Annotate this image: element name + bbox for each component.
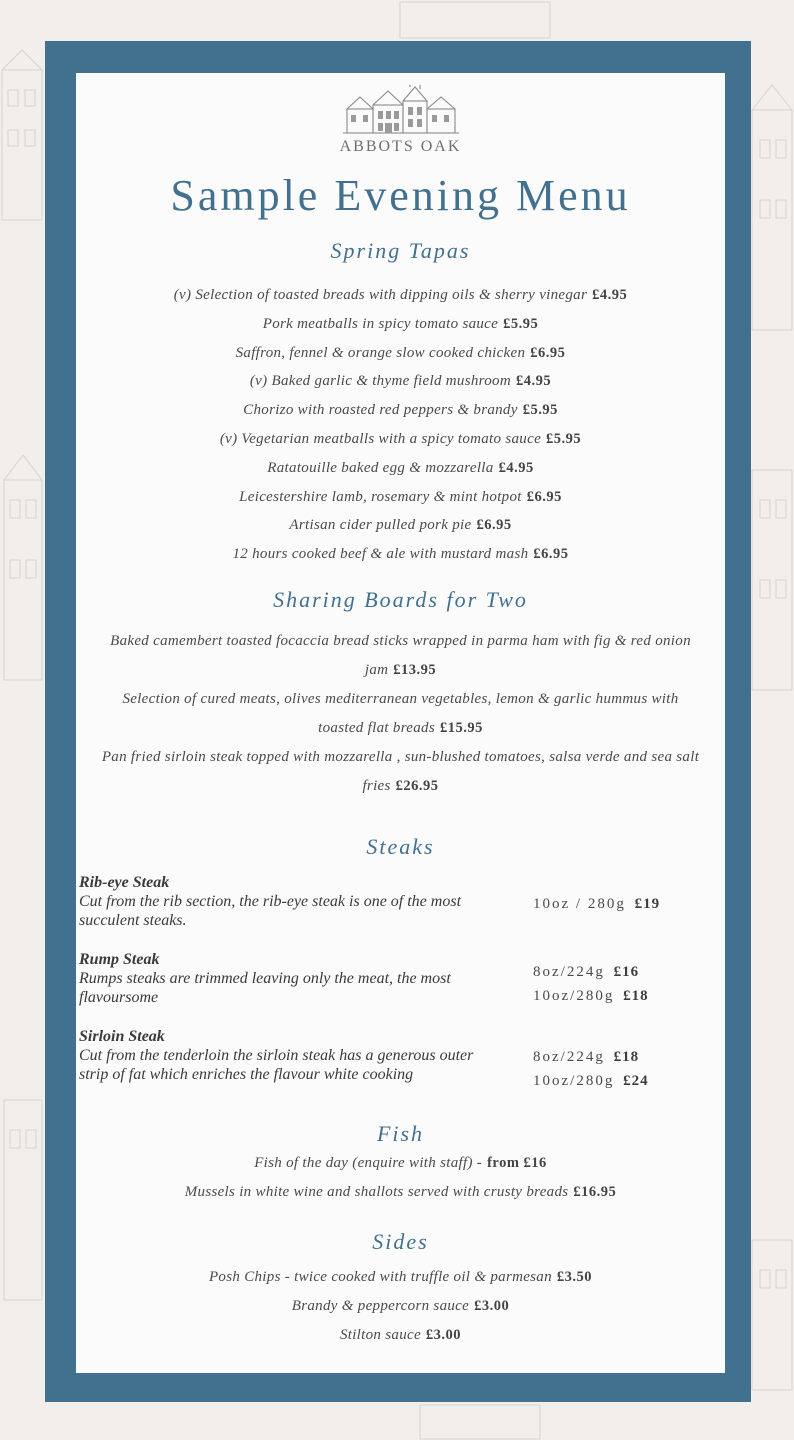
list-item <box>98 627 703 685</box>
item-price: £5.95 <box>503 315 539 332</box>
sides-list <box>76 1263 725 1349</box>
item-text: Leicestershire lamb, rosemary & mint hotpot <box>239 488 522 505</box>
steak-price-rib-eye <box>533 892 713 916</box>
item-text: Saffron, fennel & orange slow cooked chicken <box>235 344 526 361</box>
steak-item-rump <box>79 950 479 1007</box>
section-title-spring-tapas: Spring Tapas <box>330 238 471 263</box>
list-item <box>76 1263 725 1292</box>
item-price: £4.95 <box>515 373 552 390</box>
list-item <box>76 483 725 512</box>
item-text: Selection of cured meats, olives mediterranean vegetables, lemon & garlic hummus with toasted flat breads <box>122 691 679 736</box>
item-text: 12 hours cooked beef & ale with mustard mash <box>232 546 529 563</box>
list-item <box>98 685 703 743</box>
item-text: Ratatouille baked egg & mozzarella <box>267 459 494 476</box>
price-value: £19 <box>634 896 661 912</box>
list-item <box>76 310 725 339</box>
item-text: Pork meatballs in spicy tomato sauce <box>262 315 499 332</box>
list-item <box>76 339 725 368</box>
item-price: £13.95 <box>393 662 437 678</box>
steak-name: Sirloin Steak <box>79 1028 165 1045</box>
section-title-steaks: Steaks <box>366 834 435 859</box>
item-text: Baked camembert toasted focaccia bread sticks wrapped in parma ham with fig & red onion jam <box>110 633 691 678</box>
steak-description: Cut from the rib section, the rib-eye steak is one of the most succulent steaks. <box>79 893 462 929</box>
list-item <box>76 1292 725 1321</box>
manor-house-icon <box>339 85 463 137</box>
spring-tapas-list <box>76 281 725 569</box>
price-value: £18 <box>623 988 649 1004</box>
steak-item-sirloin <box>79 1027 479 1084</box>
list-item <box>98 743 703 801</box>
price-row <box>533 984 713 1008</box>
price-size: 10oz / 280g <box>533 896 626 912</box>
list-item <box>76 454 725 483</box>
item-price: £6.95 <box>533 546 569 563</box>
steak-price-sirloin <box>533 1045 713 1093</box>
item-price: £15.95 <box>439 720 483 736</box>
steak-description: Cut from the tenderloin the sirloin steak has a generous outer strip of fat which enriches the flavour white cooking <box>79 1047 474 1083</box>
list-item <box>76 1321 725 1350</box>
fish-list <box>76 1149 725 1207</box>
item-price: £6.95 <box>476 517 512 534</box>
steak-name: Rump Steak <box>79 951 160 968</box>
item-price: £6.95 <box>526 488 562 505</box>
item-text: Stilton sauce <box>339 1326 421 1343</box>
item-price: £3.50 <box>556 1269 593 1285</box>
item-text: (v) Selection of toasted breads with dipping oils & sherry vinegar <box>173 287 588 303</box>
item-price: £4.95 <box>592 287 628 303</box>
item-text: Pan fried sirloin steak topped with mozzarella , sun-blushed tomatoes, salsa verde and sea salt fries <box>101 749 700 794</box>
section-title-fish: Fish <box>376 1121 425 1146</box>
item-price: £4.95 <box>498 459 534 476</box>
item-price: £16.95 <box>573 1183 617 1200</box>
list-item <box>76 425 725 454</box>
item-text: Brandy & peppercorn sauce <box>291 1297 470 1314</box>
item-text: Posh Chips - twice cooked with truffle oil & parmesan <box>208 1269 552 1285</box>
price-value: £16 <box>613 964 640 980</box>
price-row <box>533 960 713 984</box>
item-text: Mussels in white wine and shallots served with crusty breads <box>184 1183 569 1200</box>
item-price: £3.00 <box>474 1297 510 1314</box>
item-price: £3.00 <box>425 1326 462 1343</box>
list-item <box>76 1149 725 1178</box>
list-item <box>76 281 725 310</box>
list-item <box>76 367 725 396</box>
price-size: 8oz/224g <box>533 964 605 980</box>
price-row <box>533 1045 713 1069</box>
item-text: (v) Baked garlic & thyme field mushroom <box>249 373 511 390</box>
steak-item-rib-eye <box>79 873 479 930</box>
price-value: £24 <box>623 1073 649 1089</box>
section-title-sharing-boards: Sharing Boards for Two <box>273 587 528 612</box>
price-value: £18 <box>613 1049 640 1065</box>
list-item <box>76 511 725 540</box>
item-price: £5.95 <box>546 430 582 447</box>
section-title-sides: Sides <box>372 1229 429 1254</box>
price-size: 10oz/280g <box>533 988 615 1004</box>
item-text: (v) Vegetarian meatballs with a spicy tomato sauce <box>219 430 542 447</box>
brand-name: ABBOTS OAK <box>339 138 462 155</box>
sharing-boards-list <box>98 627 703 801</box>
item-text: Chorizo with roasted red peppers & brandy <box>243 402 518 419</box>
steak-description: Rumps steaks are trimmed leaving only the meat, the most flavoursome <box>79 970 451 1006</box>
item-price: from £16 <box>487 1155 547 1171</box>
list-item <box>76 1178 725 1207</box>
page-title: Sample Evening Menu <box>170 171 631 220</box>
item-price: £6.95 <box>530 344 566 361</box>
price-row <box>533 1069 713 1093</box>
steak-price-rump <box>533 960 713 1008</box>
steak-name: Rib-eye Steak <box>79 874 170 891</box>
price-row <box>533 892 713 916</box>
list-item <box>76 396 725 425</box>
list-item <box>76 540 725 569</box>
item-price: £5.95 <box>522 402 558 419</box>
menu-card <box>76 73 725 1373</box>
price-size: 8oz/224g <box>533 1049 605 1065</box>
logo <box>76 85 725 156</box>
item-text: Fish of the day (enquire with staff) - <box>254 1155 483 1171</box>
item-text: Artisan cider pulled pork pie <box>289 517 472 534</box>
price-size: 10oz/280g <box>533 1073 615 1089</box>
item-price: £26.95 <box>395 778 439 794</box>
